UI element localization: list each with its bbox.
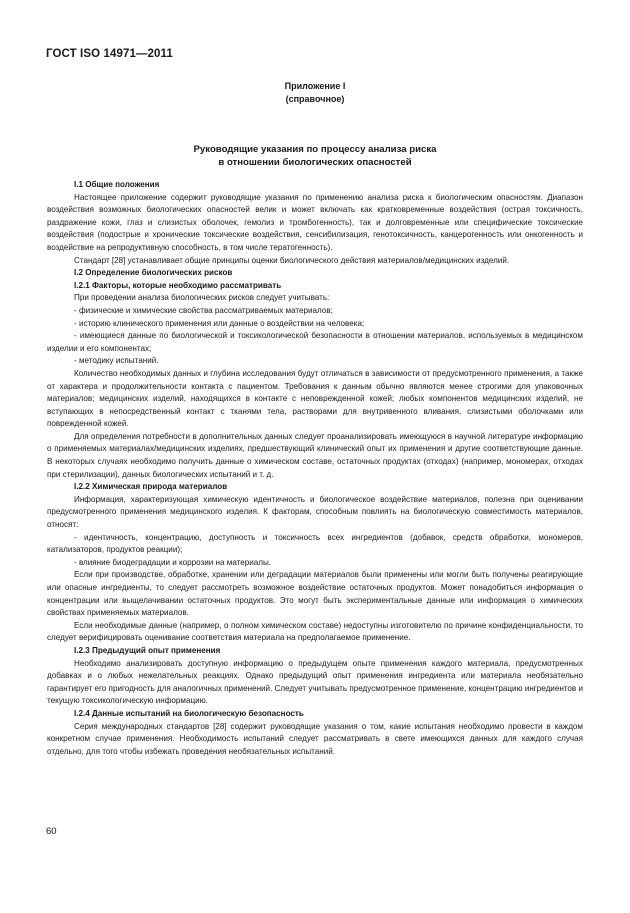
section-heading: I.2.2 Химическая природа материалов: [74, 482, 228, 492]
paragraph: - идентичность, концентрацию, доступность и токсичность всех ингредиентов (добавок, средств обработки, мономеров, катализаторов, продуктов реакции);: [47, 532, 583, 555]
document-code: ГОСТ ISO 14971—2011: [46, 48, 173, 60]
paragraph: Количество необходимых данных и глубина исследования будут отличаться в зависимости от предусмотренного применения, а также от характера и продолжительности контакта с пациентом. Требования к данным обычно являются менее строгими для упаковочных материалов; медицинских изделий, находящихся в контакте с неповрежденной кожей; любых компонентов медицинских изделий, не вступающих в непосредственный контакт с тканями тела, растворами для внутривенного вливания, слизистыми оболочками или поврежденной кожей.: [47, 368, 583, 429]
paragraph: Стандарт [28] устанавливает общие принципы оценки биологического действия материалов/медицинских изделий.: [74, 255, 510, 265]
section-heading: I.2.4 Данные испытаний на биологическую безопасность: [74, 708, 304, 718]
paragraph: - методику испытаний.: [74, 356, 159, 366]
paragraph: Необходимо анализировать доступную информацию о предыдущем опыте применения каждого материала, предусмотренных добавках и о любых нежелательных реакциях. Однако предыдущий опыт применения ингредиента или материала необязательно гарантирует его пригодность для аналогичных применений. Следует учитывать предусмотренное применение, концентрацию ингредиентов и текущую токсикологическую информацию.: [47, 658, 583, 706]
paragraph: - имеющиеся данные по биологической и токсикологической безопасности в отношении материалов, используемых в медицинском изделии и его компонентах;: [47, 331, 583, 353]
section-heading: I.2 Определение биологических рисков: [74, 268, 233, 278]
paragraph: Информация, характеризующая химическую идентичность и биологическое воздействие материалов, полезна при оценивании предусмотренного применения медицинского изделия. К факторам, способным повлиять на биологическую совместимость материалов, относят:: [47, 494, 583, 530]
document-body: [47, 179, 583, 758]
paragraph: Серия международных стандартов [28] содержит руководящие указания о том, какие испытания необходимо провести в каждом конкретном случае применения. Необходимость испытаний следует рассматривать в свете имеющихся данных для каждого случая отдельно, для того чтобы избежать проведения необязательных испытаний.: [47, 721, 583, 756]
section-title-line-1: Руководящие указания по процессу анализа риска: [193, 144, 437, 155]
paragraph: При проведении анализа биологических рисков следует учитывать:: [74, 293, 330, 303]
paragraph: - влияние биодеградации и коррозии на материалы.: [74, 557, 272, 567]
paragraph: Если при производстве, обработке, хранении или деградации материалов были применены или могли быть получены реагирующие или опасные ингредиенты, то следует рассмотреть возможное воздействие остаточных продуктов. Может понадобиться информация о концентрации или выщелачивании остаточных продуктов. Это могут быть экспериментальные данные или информация о химических свойствах применяемых материалов.: [47, 570, 583, 618]
page-number: 60: [46, 826, 57, 837]
section-heading: I.1 Общие положения: [74, 180, 160, 189]
paragraph: Для определения потребности в дополнительных данных следует проанализировать имеющуюся в научной литературе информацию о применяемых материалах/медицинских изделиях, предшествующий клинический опыт их применения и другие соответствующие данные. В некоторых случаях необходимо получить данные о химическом составе, остаточных продуктах (отходах) (например, мономерах, отходах при стерилизации), данных биологических испытаний и т. д.: [47, 431, 583, 479]
appendix-title: Приложение I: [284, 81, 346, 91]
paragraph: - историю клинического применения или данные о воздействии на человека;: [74, 318, 365, 328]
section-title-line-2: в отношении биологических опасностей: [218, 157, 412, 168]
appendix-status: (справочное): [285, 94, 345, 104]
paragraph: Настоящее приложение содержит руководящие указания по применению анализа риска к биологическим опасностям. Диапазон воздействия возможных биологических опасностей велик и может включать как кратковременные воздействия (острая токсичность, раздражение кожи, глаз и слизистых оболочек, гемолиз и тромбогенность), так и долговременные или специфические токсические воздействия (подострые и хронические токсические воздействия, сенсибилизация, генотоксичность, канцерогенность или онкогенность и воздействие на репродуктивную способность, в том числе тератогенность).: [47, 192, 583, 252]
paragraph: - физические и химические свойства рассматриваемых материалов;: [74, 305, 333, 315]
paragraph: Если необходимые данные (например, о полном химическом составе) недоступны изготовителю по причине конфиденциальности, то следует верифицировать оценивание соответствия материала на предполагаемое применение.: [47, 620, 583, 643]
section-heading: I.2.3 Предыдущий опыт применения: [74, 645, 221, 655]
section-heading: I.2.1 Факторы, которые необходимо рассматривать: [74, 280, 282, 290]
